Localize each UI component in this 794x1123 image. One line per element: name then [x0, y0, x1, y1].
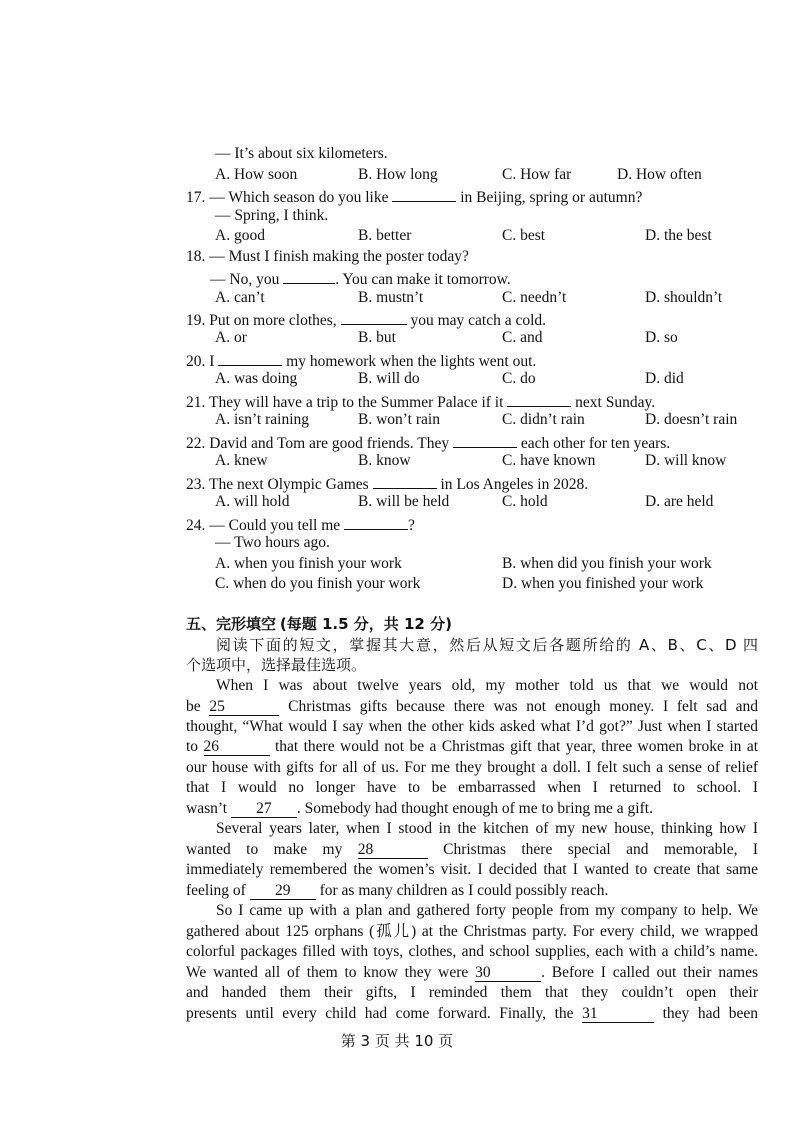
q20-option-d: D. did — [645, 370, 684, 387]
q18-option-a: A. can’t — [215, 289, 265, 306]
q21-stem-before: They will have a trip to the Summer Palace if it — [208, 394, 504, 411]
q24-number: 24. — [186, 517, 206, 534]
q21-option-c: C. didn’t rain — [502, 411, 585, 428]
passage-line-16: and handed them their gifts, I reminded them that they couldn’t open their — [186, 984, 758, 1001]
q23-number: 23. — [186, 476, 206, 493]
q19-stem-before: Put on more clothes, — [209, 312, 337, 329]
cloze-blank-30: 30 — [475, 964, 541, 982]
page-footer: 第 3 页 共 10 页 — [340, 1032, 454, 1050]
passage-line-1: When I was about twelve years old, my mother told us that we would not — [216, 677, 758, 694]
q20-blank — [218, 349, 282, 366]
q24-answer-line: — Two hours ago. — [215, 534, 330, 551]
section-title: 五、完形填空 — [186, 615, 277, 633]
q17-stem-after: in Beijing, spring or autumn? — [460, 189, 643, 206]
passage-line-5: our house with gifts for all of us. For me they brought a doll. I felt such a sense of relief — [186, 759, 758, 776]
q18-blank — [283, 267, 335, 284]
q24-blank — [344, 513, 408, 530]
passage-line-4 — [186, 737, 758, 758]
q21-option-b: B. won’t rain — [358, 411, 440, 428]
passage-text: . Before I called out their names — [541, 964, 758, 981]
passage-line-12: So I came up with a plan and gathered forty people from my company to help. We — [216, 902, 758, 919]
passage-line-8: Several years later, when I stood in the kitchen of my new house, thinking how I — [216, 820, 758, 837]
q17-option-a: A. good — [215, 227, 265, 244]
q16-option-c: C. How far — [502, 166, 572, 183]
q22-option-a: A. knew — [215, 452, 268, 469]
q24-stem-before: — Could you tell me — [209, 517, 341, 534]
q20-number: 20. — [186, 353, 206, 370]
passage-text: feeling of — [186, 882, 246, 899]
cloze-blank-28: 28 — [358, 841, 428, 859]
cloze-blank-31: 31 — [582, 1005, 654, 1023]
q24-option-c: C. when do you finish your work — [215, 575, 421, 592]
passage-text: Christmas there special and memorable, I — [443, 841, 759, 858]
q18-option-c: C. needn’t — [502, 289, 567, 306]
q20-option-a: A. was doing — [215, 370, 298, 387]
passage-text: wanted to make my — [186, 841, 343, 858]
passage-line-13: gathered about 125 orphans (孤儿) at the Christmas party. For every child, we wrapped — [186, 923, 758, 940]
q17-blank — [392, 185, 456, 202]
q17-number: 17. — [186, 189, 206, 206]
q23-option-b: B. will be held — [358, 493, 450, 510]
passage-text: that there would not be a Christmas gift that year, three women broke in at — [274, 738, 759, 755]
q19-option-a: A. or — [215, 329, 247, 346]
section-instruction-line2: 个选项中，选择最佳选项。 — [186, 656, 367, 674]
q19-option-b: B. but — [358, 329, 396, 346]
section-instruction-line1: 阅读下面的短文，掌握其大意，然后从短文后各题所给的 A、B、C、D 四 — [216, 636, 758, 654]
q19-option-c: C. and — [502, 329, 543, 346]
passage-line-15 — [186, 963, 758, 984]
passage-text: presents until every child had come forward. Finally, the — [186, 1005, 574, 1022]
passage-text: for as many children as I could possibly reach. — [319, 882, 609, 899]
q17-option-b: B. better — [358, 227, 412, 244]
q23-option-c: C. hold — [502, 493, 548, 510]
q20-option-b: B. will do — [358, 370, 420, 387]
q16-option-d: D. How often — [617, 166, 702, 183]
q18-number: 18. — [186, 248, 206, 265]
passage-text: wasn’t — [186, 800, 228, 817]
q22-stem-before: David and Tom are good friends. They — [209, 435, 450, 452]
passage-line-17 — [186, 1004, 758, 1025]
q20-stem-after: my homework when the lights went out. — [286, 353, 537, 370]
q18-answer-before: — No, you — [210, 271, 280, 288]
passage-line-7 — [186, 799, 653, 820]
q18-answer-line — [210, 267, 511, 291]
q19-stem-after: you may catch a cold. — [410, 312, 547, 329]
q22-number: 22. — [186, 435, 206, 452]
q17-answer-line: — Spring, I think. — [215, 207, 329, 224]
section-score: (每题 1.5 分，共 12 分) — [279, 615, 452, 633]
q24-option-d: D. when you finished your work — [502, 575, 704, 592]
q17-option-c: C. best — [502, 227, 546, 244]
q17-option-d: D. the best — [645, 227, 712, 244]
q19-option-d: D. so — [645, 329, 678, 346]
q23-blank — [373, 472, 437, 489]
passage-line-6: that I would no longer have to be embarrassed when I returned to school. I — [186, 779, 758, 796]
q23-stem-before: The next Olympic Games — [208, 476, 369, 493]
q20-stem-before: I — [209, 353, 215, 370]
cloze-blank-26: 26 — [204, 738, 270, 756]
q23-stem-after: in Los Angeles in 2028. — [440, 476, 589, 493]
q24-option-a: A. when you finish your work — [215, 555, 402, 572]
section-heading — [186, 614, 452, 636]
passage-text: Christmas gifts because there was not enough money. I felt sad and — [288, 698, 759, 715]
q20-option-c: C. do — [502, 370, 536, 387]
q18-option-b: B. mustn’t — [358, 289, 424, 306]
passage-text: to — [186, 738, 199, 755]
q22-option-c: C. have known — [502, 452, 596, 469]
q19-blank — [341, 308, 407, 325]
cloze-blank-25: 25 — [209, 698, 279, 716]
q23-option-d: D. are held — [645, 493, 714, 510]
q21-option-d: D. doesn’t rain — [645, 411, 738, 428]
q24-stem-after: ? — [408, 517, 415, 534]
cloze-blank-29: 29 — [250, 882, 316, 900]
q21-blank — [507, 390, 571, 407]
cloze-blank-27: 27 — [231, 800, 297, 818]
q23-option-a: A. will hold — [215, 493, 290, 510]
q21-number: 21. — [186, 394, 206, 411]
q21-option-a: A. isn’t raining — [215, 411, 309, 428]
q18-answer-after: . You can make it tomorrow. — [335, 271, 511, 288]
passage-text: they had been — [662, 1005, 759, 1022]
q18-option-d: D. shouldn’t — [645, 289, 723, 306]
q18-stem — [186, 247, 469, 268]
passage-text: . Somebody had thought enough of me to bring me a gift. — [296, 800, 653, 817]
q17-stem-before: — Which season do you like — [209, 189, 389, 206]
q16-option-b: B. How long — [358, 166, 438, 183]
q22-blank — [453, 431, 517, 448]
q17-stem — [186, 185, 642, 209]
q21-stem-after: next Sunday. — [575, 394, 656, 411]
passage-line-3: thought, “What would I say when the other kids asked what I’d got?” Just when I started — [186, 718, 758, 735]
q22-option-b: B. know — [358, 452, 411, 469]
q16-answer-line: — It’s about six kilometers. — [215, 145, 388, 162]
q19-number: 19. — [186, 312, 206, 329]
passage-line-11 — [186, 881, 608, 902]
passage-text: We wanted all of them to know they were — [186, 964, 469, 981]
q24-option-b: B. when did you finish your work — [502, 555, 712, 572]
q22-stem-after: each other for ten years. — [520, 435, 671, 452]
passage-line-14: colorful packages filled with toys, clothes, and school supplies, each with a child’s name. — [186, 943, 758, 960]
q18-stem-text: — Must I finish making the poster today? — [209, 248, 469, 265]
q22-option-d: D. will know — [645, 452, 727, 469]
passage-line-10: immediately remembered the women’s visit. I decided that I wanted to create that same — [186, 861, 758, 878]
passage-line-2 — [186, 697, 758, 718]
passage-line-9 — [186, 840, 758, 861]
passage-text: be — [186, 698, 201, 715]
q16-option-a: A. How soon — [215, 166, 298, 183]
